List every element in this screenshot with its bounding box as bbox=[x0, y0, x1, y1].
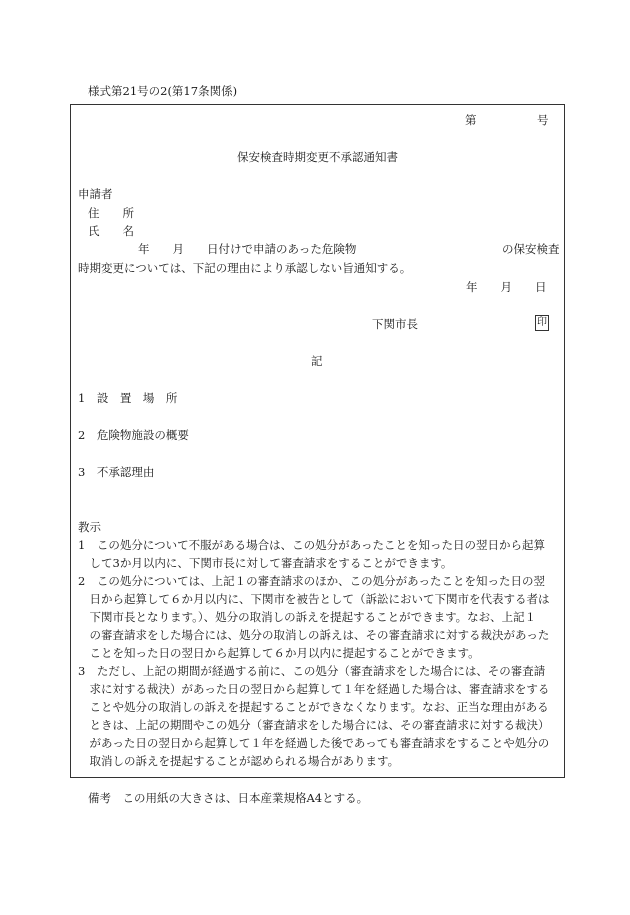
notice-date: 年 月 日 bbox=[466, 280, 547, 294]
item-location: 1 設 置 場 所 bbox=[78, 391, 178, 405]
notice-title: 教示 bbox=[78, 520, 101, 534]
address-label: 住 所 bbox=[88, 206, 134, 220]
notice-line: 求に対する裁決）があった日の翌日から起算して１年を経過した場合は、審査請求をする bbox=[78, 682, 550, 696]
name-label: 氏 名 bbox=[88, 224, 134, 238]
notice-line: の審査請求をした場合には、処分の取消しの訴えは、その審査請求に対する裁決があった bbox=[78, 628, 550, 642]
notice-line: 日から起算して６か月以内に、下関市を被告として（訴訟において下関市を代表する者は bbox=[78, 592, 550, 606]
body-line2: 時期変更については、下記の理由により承認しない旨通知する。 bbox=[78, 261, 412, 275]
notice-line: があった日の翌日から起算して１年を経過した後であっても審査請求をすることや処分の bbox=[78, 736, 550, 750]
notice-line: 取消しの訴えを提起することが認められる場合があります。 bbox=[78, 754, 400, 768]
number-suffix: 号 bbox=[537, 113, 549, 127]
notice-line: して3か月以内に、下関市長に対して審査請求をすることができます。 bbox=[78, 556, 453, 570]
body-line1-tail: の保安検査 bbox=[502, 242, 560, 256]
notice-line: 3 ただし、上記の期間が経過する前に、この処分（審査請求をした場合には、その審査請 bbox=[78, 664, 546, 678]
notice-line: 下関市長となります。）、処分の取消しの訴えを提起することができます。なお、上記１ bbox=[78, 610, 537, 624]
form-header-label: 様式第21号の2(第17条関係) bbox=[88, 84, 238, 98]
body-line1-date: 年 月 日付けで申請のあった危険物 bbox=[138, 242, 357, 256]
notice-line: 1 この処分について不服がある場合は、この処分があったことを知った日の翌日から起算 bbox=[78, 538, 545, 552]
seal-stamp: 印 bbox=[535, 315, 549, 331]
mayor-name: 下関市長 bbox=[372, 317, 418, 331]
item-facility-overview: 2 危険物施設の概要 bbox=[78, 428, 189, 442]
ki-heading: 記 bbox=[311, 354, 323, 368]
number-prefix: 第 bbox=[465, 113, 477, 127]
item-reason: 3 不承認理由 bbox=[78, 465, 155, 479]
document-title: 保安検査時期変更不承認通知書 bbox=[237, 150, 398, 164]
notice-line: ことや処分の取消しの訴えを提起することができなくなります。なお、正当な理由がある bbox=[78, 700, 549, 714]
remark-note: 備考 この用紙の大きさは、日本産業規格A4とする。 bbox=[88, 791, 369, 805]
notice-line: ことを知った日の翌日から起算して６か月以内に提起することができます。 bbox=[78, 646, 480, 660]
notice-line: 2 この処分については、上記１の審査請求のほか、この処分があったことを知った日の翌 bbox=[78, 574, 545, 588]
applicant-label: 申請者 bbox=[78, 187, 113, 201]
notice-line: ときは、上記の期間やこの処分（審査請求をした場合には、その審査請求に対する裁決） bbox=[78, 718, 550, 732]
